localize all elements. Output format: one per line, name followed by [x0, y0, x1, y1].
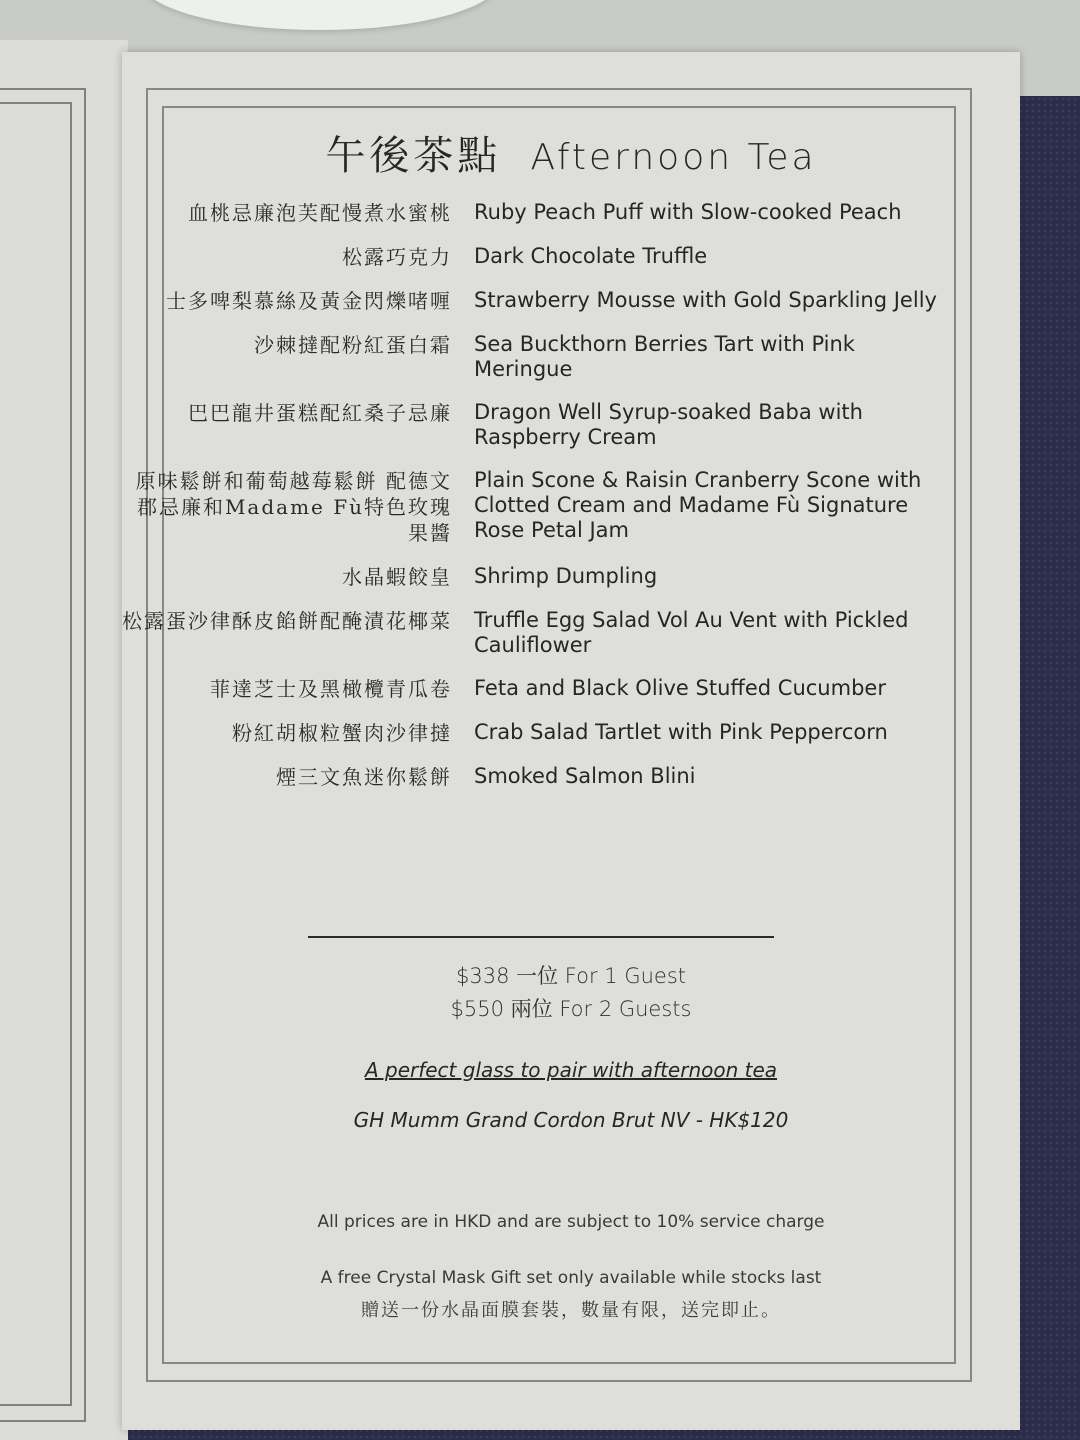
- menu-item-en: Ruby Peach Puff with Slow-cooked Peach: [474, 200, 902, 224]
- price-two-guests: $550 兩位 For 2 Guests: [450, 997, 692, 1021]
- wine-offer: GH Mumm Grand Cordon Brut NV - HK$120: [353, 1108, 789, 1132]
- left-page-frame: [0, 102, 72, 1406]
- price-list: [122, 960, 1020, 1026]
- gift-note-zh: 贈送一份水晶面膜套裝，數量有限，送完即止。: [361, 1300, 781, 1321]
- menu-item-en: Dragon Well Syrup-soaked Baba with Raspberry Cream: [474, 400, 863, 449]
- plate: [140, 0, 500, 30]
- menu-item: [122, 288, 1020, 314]
- menu-item-zh: 沙棘撻配粉紅蛋白霜: [254, 333, 452, 357]
- menu-item: [122, 764, 1020, 790]
- menu-item-en: Smoked Salmon Blini: [474, 764, 696, 788]
- menu-item-en: Shrimp Dumpling: [474, 564, 658, 588]
- menu-item: [122, 608, 1020, 658]
- menu-item: [122, 400, 1020, 450]
- service-charge-note: All prices are in HKD and are subject to 10% service charge: [317, 1212, 825, 1232]
- menu-item-zh: 巴巴龍井蛋糕配紅桑子忌廉: [188, 401, 452, 425]
- menu-item: [122, 564, 1020, 590]
- menu-item-en: Crab Salad Tartlet with Pink Peppercorn: [474, 720, 888, 744]
- menu-list: [122, 200, 1020, 808]
- menu-item-zh: 菲達芝士及黑橄欖青瓜卷: [210, 677, 452, 701]
- pairing-heading: A perfect glass to pair with afternoon tea: [364, 1058, 778, 1082]
- menu-item: [122, 720, 1020, 746]
- menu-item-zh: 松露蛋沙律酥皮餡餅配醃漬花椰菜: [122, 609, 452, 633]
- menu-title: [122, 124, 1020, 181]
- menu-item: [122, 244, 1020, 270]
- menu-item-zh: 原味鬆餅和葡萄越莓鬆餅 配德文郡忌廉和Madame Fù特色玫瑰果醬: [135, 469, 452, 545]
- menu-item-zh: 粉紅胡椒粒蟹肉沙律撻: [232, 721, 452, 745]
- title-zh: 午後茶點: [325, 133, 502, 179]
- menu-item-zh: 松露巧克力: [342, 245, 452, 269]
- gift-note-en: A free Crystal Mask Gift set only available while stocks last: [320, 1268, 822, 1288]
- menu-page: [122, 52, 1020, 1430]
- menu-item: [122, 332, 1020, 382]
- menu-item-en: Strawberry Mousse with Gold Sparkling Jelly: [474, 288, 937, 312]
- menu-item: [122, 200, 1020, 226]
- divider: [308, 936, 774, 938]
- menu-item: [122, 676, 1020, 702]
- menu-item-zh: 士多啤梨慕絲及黃金閃爍啫喱: [166, 289, 452, 313]
- title-en: Afternoon Tea: [530, 137, 817, 178]
- menu-item: [122, 468, 1020, 546]
- menu-item-en: Truffle Egg Salad Vol Au Vent with Pickled Cauliflower: [474, 608, 909, 657]
- menu-item-zh: 煙三文魚迷你鬆餅: [276, 765, 452, 789]
- left-page: [0, 40, 128, 1440]
- price-one-guest: $338 一位 For 1 Guest: [456, 964, 686, 988]
- menu-item-en: Plain Scone & Raisin Cranberry Scone with Clotted Cream and Madame Fù Signature Rose Petal Jam: [474, 468, 922, 542]
- menu-item-en: Feta and Black Olive Stuffed Cucumber: [474, 676, 886, 700]
- menu-item-zh: 血桃忌廉泡芙配慢煮水蜜桃: [188, 201, 452, 225]
- menu-item-zh: 水晶蝦餃皇: [342, 565, 452, 589]
- menu-item-en: Sea Buckthorn Berries Tart with Pink Meringue: [474, 332, 855, 381]
- menu-item-en: Dark Chocolate Truffle: [474, 244, 708, 268]
